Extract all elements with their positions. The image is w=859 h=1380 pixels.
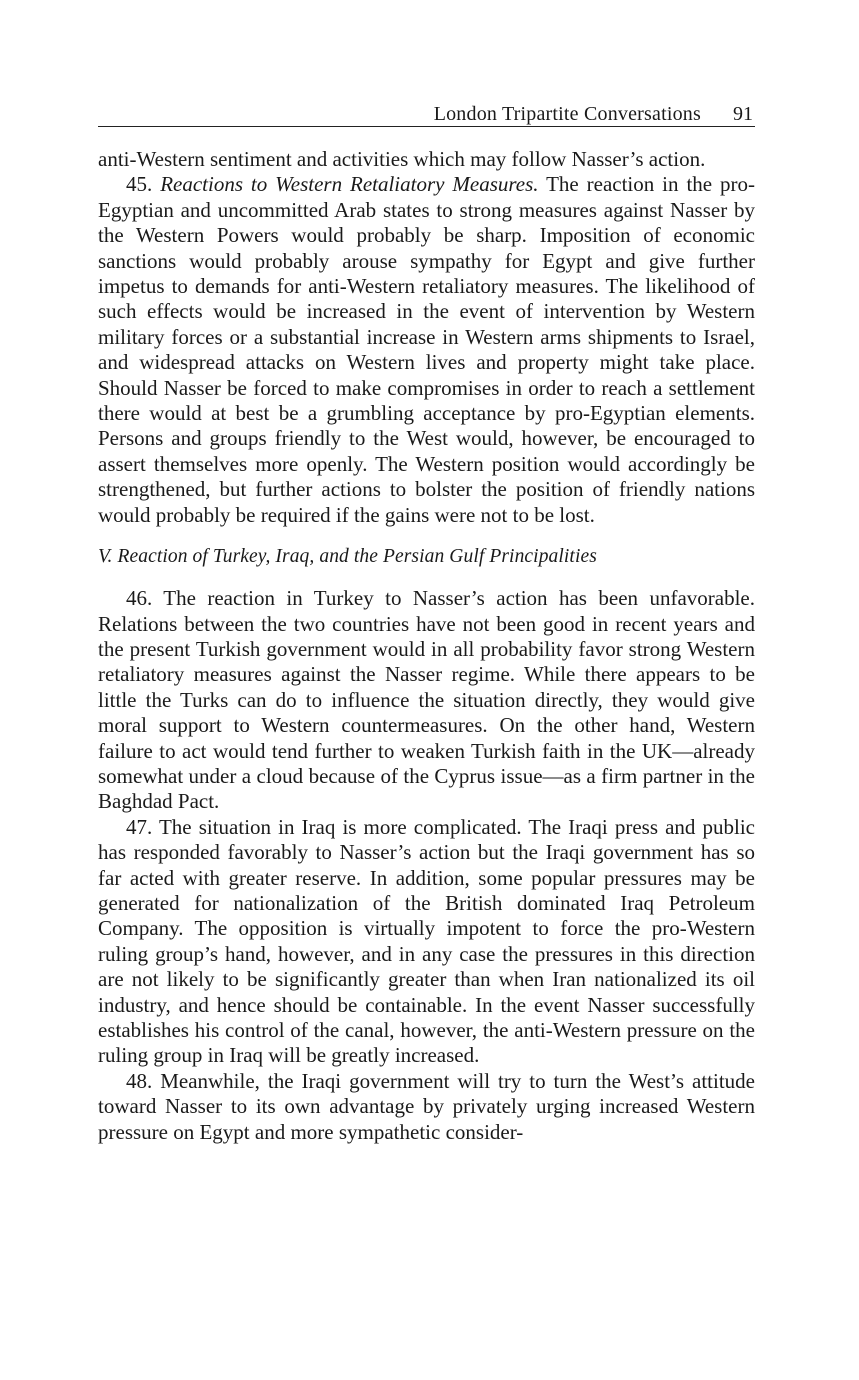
paragraph-45-number: 45. <box>126 172 153 197</box>
paragraph-45 <box>98 172 755 528</box>
paragraph-47: 47. The situation in Iraq is more complicated. The Iraqi press and public has responded favorably to Nasser’s action but the Iraqi government has so far acted with greater reserve. In addition, some popular pressures may be generated for nationalization of the British dominated Iraq Petroleum Company. The opposition is virtually impotent to force the pro-Western ruling group’s hand, however, and in any case the pressures in this direction are not likely to be significantly greater than when Iran nationalized its oil industry, and hence should be containable. In the event Nasser successfully establishes his control of the canal, however, the anti-Western pressure on the ruling group in Iraq will be greatly increased. <box>98 814 755 1068</box>
paragraph-48: 48. Meanwhile, the Iraqi government will try to turn the West’s attitude toward Nasser to its own advantage by privately urging increased Western pressure on Egypt and more sympathetic consider- <box>98 1068 755 1144</box>
page-number: 91 <box>733 103 753 125</box>
body-text <box>98 147 755 1145</box>
paragraph-46: 46. The reaction in Turkey to Nasser’s action has been unfavorable. Relations between the two countries have not been good in recent years and the present Turkish government would in all probability favor strong Western retaliatory measures against the Nasser regime. While there appears to be little the Turks can do to influence the situation directly, they would give moral support to Western countermeasures. On the other hand, Western failure to act would tend further to weaken Turkish faith in the UK—already somewhat under a cloud because of the Cyprus issue—as a firm partner in the Baghdad Pact. <box>98 586 755 814</box>
paragraph-45-heading: Reactions to Western Retaliatory Measures. <box>160 172 539 197</box>
paragraph-44-continued: anti-Western sentiment and activities which may follow Nasser’s action. <box>98 147 706 171</box>
running-title: London Tripartite Conversations <box>433 103 701 125</box>
book-page <box>98 100 755 1145</box>
paragraph-45-text: The reaction in the pro-Egyptian and uncommitted Arab states to strong measures against Nasser by the Western Powers would probably be sharp. Imposition of economic sanctions would probably arouse sympathy for Egypt and give further impetus to demands for anti-Western retaliatory measures. The likelihood of such effects would be increased in the event of intervention by Western military forces or a substantial increase in Western arms shipments to Israel, and widespread attacks on Western lives and property might take place. Should Nasser be forced to make compromises in order to reach a settlement there would at best be a grumbling acceptance by pro-Egyptian elements. Persons and groups friendly to the West would, however, be encouraged to assert themselves more openly. The Western position would accordingly be strengthened, but further actions to bolster the position of friendly nations would probably be required if the gains were not to be lost. <box>98 172 756 527</box>
section-heading-v: V. Reaction of Turkey, Iraq, and the Persian Gulf Principalities <box>98 546 597 568</box>
running-header <box>98 100 755 127</box>
